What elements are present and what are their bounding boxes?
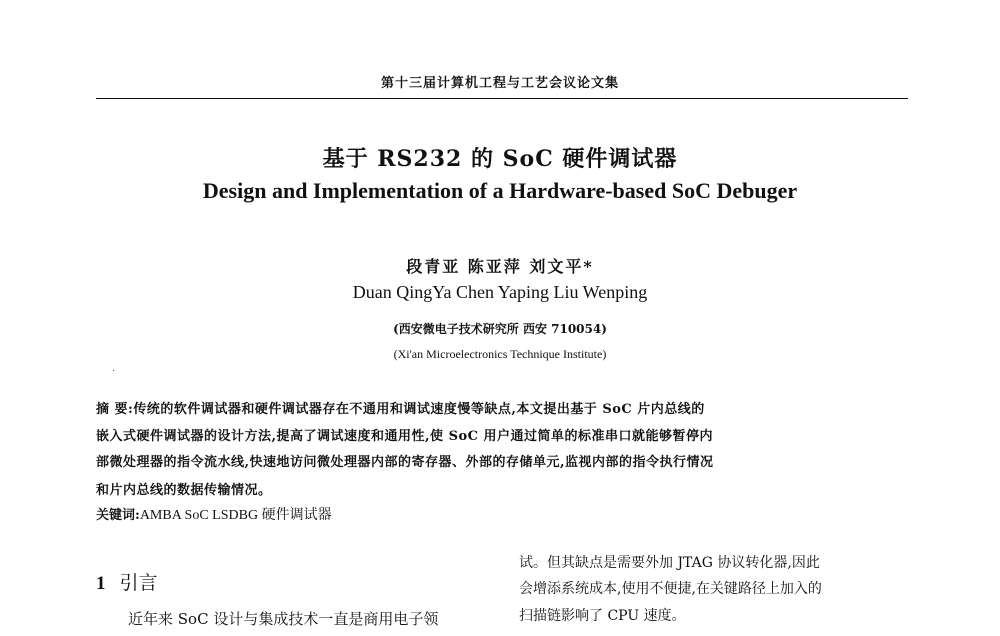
title-english: Design and Implementation of a Hardware-based SoC Debuger xyxy=(202,178,798,203)
right-column-line: 扫描链影响了 CPU 速度。 xyxy=(519,608,686,624)
right-column-line: 试。但其缺点是需要外加 JTAG 协议转化器,因此 xyxy=(519,555,820,571)
keywords-values: AMBA SoC LSDBG 硬件调试器 xyxy=(139,508,332,523)
abstract-line: 和片内总线的数据传输情况。 xyxy=(96,483,272,498)
section-heading xyxy=(96,568,158,595)
section-number: 1 xyxy=(96,573,106,594)
left-column-paragraph: 近年来 SoC 设计与集成技术一直是商用电子领 xyxy=(128,610,439,628)
authors-chinese: 段青亚 陈亚萍 刘文平* xyxy=(406,257,594,276)
authors-english: Duan QingYa Chen Yaping Liu Wenping xyxy=(352,282,648,302)
header-rule xyxy=(96,98,908,99)
right-column-line: 会增添系统成本,使用不便捷,在关键路径上加入的 xyxy=(519,581,822,597)
affiliation-english: (Xi'an Microelectronics Technique Institute) xyxy=(393,347,607,361)
abstract-line: 嵌入式硬件调试器的设计方法,提高了调试速度和通用性,使 SoC 用户通过简单的标准串口就能够暂停内 xyxy=(96,429,714,444)
keywords-label: 关键词: xyxy=(96,508,140,523)
title-chinese: 基于 RS232 的 SoC 硬件调试器 xyxy=(322,146,678,172)
abstract-line: 部微处理器的指令流水线,快速地访问微处理器内部的寄存器、外部的存储单元,监视内部的指令执行情况 xyxy=(96,455,714,470)
affiliation-chinese: (西安微电子技术研究所 西安 710054) xyxy=(393,322,607,336)
section-title: 引言 xyxy=(119,572,158,594)
running-header: 第十三届计算机工程与工艺会议论文集 xyxy=(380,76,619,91)
stray-mark: · xyxy=(112,366,116,377)
keywords-line xyxy=(96,504,332,524)
abstract-line: 摘 要:传统的软件调试器和硬件调试器存在不通用和调试速度慢等缺点,本文提出基于 SoC 片内总线的 xyxy=(96,402,705,417)
